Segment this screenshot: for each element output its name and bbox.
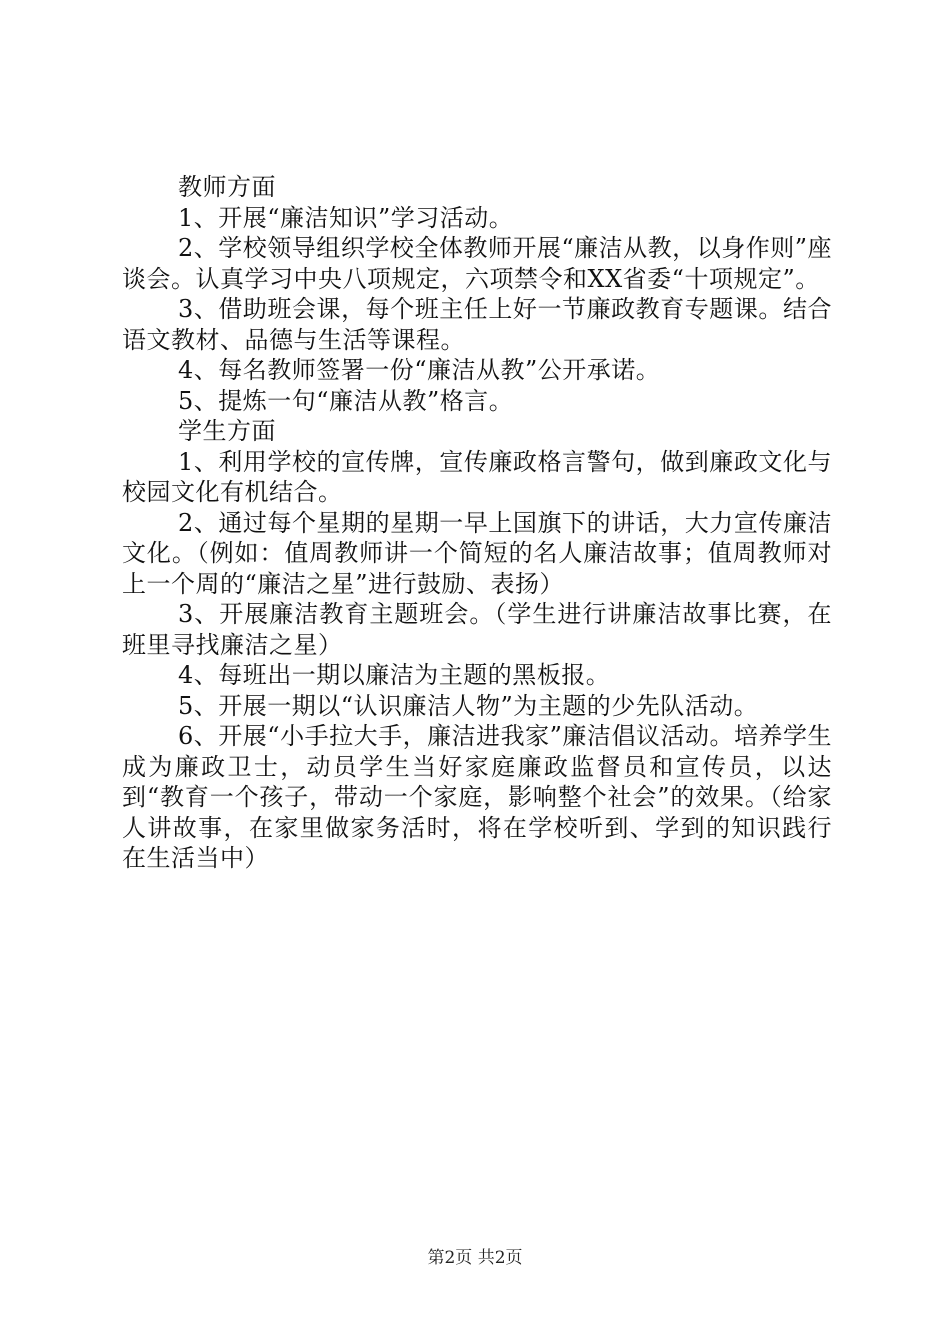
student-item-6: 6、开展“小手拉大手，廉洁进我家”廉洁倡议活动。培养学生成为廉政卫士，动员学生当好家庭廉政监督员和宣传员，以达到“教育一个孩子，带动一个家庭，影响整个社会”的效果。（给家人讲故事，在家里做家务活时，将在学校听到、学到的知识践行在生活当中）	[122, 722, 832, 872]
teacher-item-4: 4、每名教师签署一份“廉洁从教”公开承诺。	[178, 356, 661, 384]
teacher-item-1: 1、开展“廉洁知识”学习活动。	[178, 203, 514, 232]
teacher-item-5: 5、提炼一句“廉洁从教”格言。	[178, 386, 514, 415]
student-item-1: 1、利用学校的宣传牌，宣传廉政格言警句，做到廉政文化与校园文化有机结合。	[122, 447, 832, 506]
student-item-4: 4、每班出一期以廉洁为主题的黑板报。	[178, 661, 611, 689]
student-item-3: 3、开展廉洁教育主题班会。（学生进行讲廉洁故事比赛，在班里寻找廉洁之星）	[122, 600, 832, 659]
student-item-2: 2、通过每个星期的星期一早上国旗下的讲话，大力宣传廉洁文化。（例如：值周教师讲一个简短的名人廉洁故事；值周教师对上一个周的“廉洁之星”进行鼓励、表扬）	[122, 508, 832, 598]
page-number-footer: 第2页 共2页	[427, 1248, 523, 1268]
teacher-item-2: 2、学校领导组织学校全体教师开展“廉洁从教，以身作则”座谈会。认真学习中央八项规定，六项禁令和XX省委“十项规定”。	[122, 234, 832, 293]
document-body	[122, 172, 832, 874]
section-heading-students: 学生方面	[178, 417, 276, 445]
section-heading-teachers: 教师方面	[178, 173, 276, 201]
student-item-5: 5、开展一期以“认识廉洁人物”为主题的少先队活动。	[178, 691, 759, 720]
teacher-item-3: 3、借助班会课，每个班主任上好一节廉政教育专题课。结合语文教材、品德与生活等课程。	[122, 295, 832, 354]
